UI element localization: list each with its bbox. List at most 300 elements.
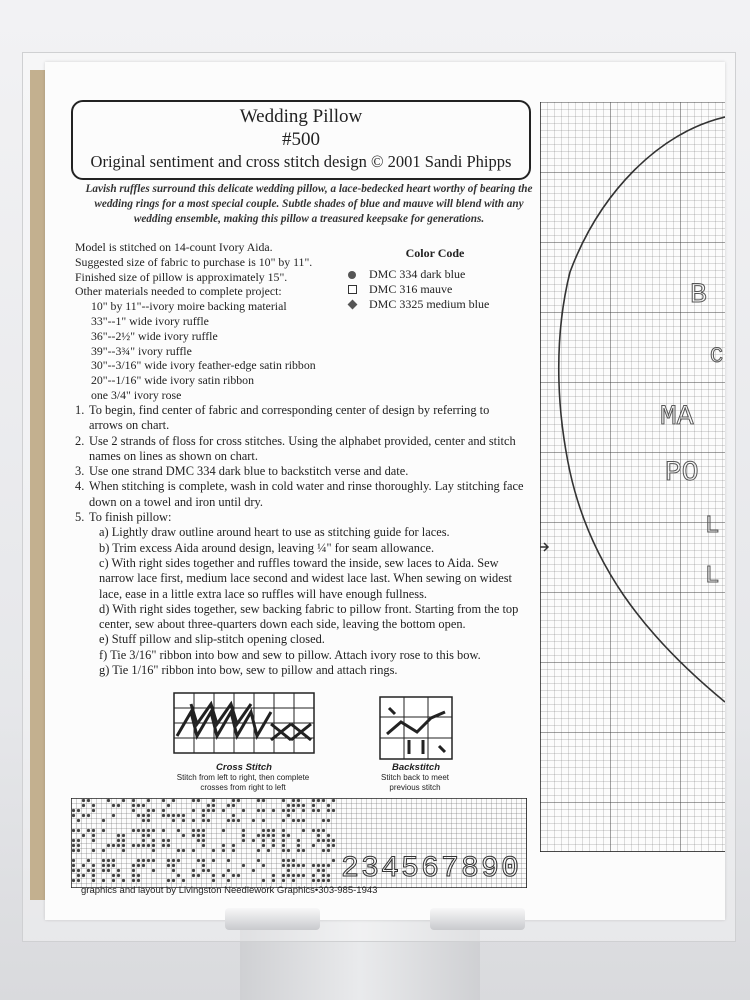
alphabet-stitch <box>262 864 265 867</box>
color-code-heading: Color Code <box>405 246 465 260</box>
alphabet-stitch <box>132 864 135 867</box>
alphabet-stitch <box>147 809 150 812</box>
cross-stitch-desc: Stitch from left to right, then complete <box>176 773 310 782</box>
alphabet-stitch <box>167 839 170 842</box>
alphabet-stitch <box>192 799 195 802</box>
alphabet-stitch <box>322 839 325 842</box>
alphabet-stitch <box>132 874 135 877</box>
instruction-step: 2. Use 2 strands of floss for cross stitches. Using the alphabet provided, center and stitch names on lines as shown on chart. <box>75 433 516 463</box>
alphabet-stitch <box>112 874 115 877</box>
alphabet-chart <box>71 798 527 888</box>
alphabet-stitch <box>147 799 150 802</box>
finishing-substep: a) Lightly draw outline around heart to use as stitching guide for laces. <box>99 525 450 540</box>
alphabet-stitch <box>262 819 265 822</box>
alphabet-stitch <box>197 839 200 842</box>
alphabet-stitch <box>227 869 230 872</box>
alphabet-stitch <box>152 809 155 812</box>
circle-icon <box>345 269 359 281</box>
alphabet-stitch <box>92 869 95 872</box>
alphabet-stitch <box>162 809 165 812</box>
backstitch-desc: previous stitch <box>389 783 441 792</box>
instruction-step: 5. To finish pillow: <box>75 510 172 525</box>
alphabet-stitch <box>192 869 195 872</box>
alphabet-stitch <box>272 874 275 877</box>
alphabet-stitch <box>197 799 200 802</box>
alphabet-stitch <box>232 844 235 847</box>
material-item: 33"--1" wide ivory ruffle <box>91 313 209 328</box>
alphabet-stitch <box>232 819 235 822</box>
alphabet-stitch <box>287 874 290 877</box>
alphabet-stitch <box>317 869 320 872</box>
alphabet-stitch <box>92 874 95 877</box>
alphabet-stitch <box>82 874 85 877</box>
alphabet-stitch <box>87 869 90 872</box>
alphabet-stitch <box>297 844 300 847</box>
alphabet-stitch <box>282 839 285 842</box>
alphabet-stitch <box>102 859 105 862</box>
alphabet-stitch <box>142 819 145 822</box>
alphabet-stitch <box>177 829 180 832</box>
alphabet-stitch <box>92 809 95 812</box>
alphabet-stitch <box>242 864 245 867</box>
stand-clip-right <box>430 908 525 930</box>
alphabet-stitch <box>132 869 135 872</box>
alphabet-stitch <box>322 829 325 832</box>
alphabet-digits: 234567890 <box>341 852 521 886</box>
alphabet-stitch <box>112 804 115 807</box>
alphabet-stitch <box>192 809 195 812</box>
alphabet-stitch <box>287 809 290 812</box>
alphabet-stitch <box>162 844 165 847</box>
alphabet-stitch <box>142 839 145 842</box>
alphabet-stitch <box>112 859 115 862</box>
alphabet-stitch <box>167 864 170 867</box>
alphabet-stitch <box>92 829 95 832</box>
alphabet-stitch <box>297 799 300 802</box>
alphabet-stitch <box>282 849 285 852</box>
alphabet-stitch <box>282 829 285 832</box>
alphabet-stitch <box>87 829 90 832</box>
alphabet-stitch <box>267 849 270 852</box>
alphabet-stitch <box>182 879 185 882</box>
alphabet-stitch <box>152 859 155 862</box>
alphabet-stitch <box>312 829 315 832</box>
alphabet-stitch <box>282 844 285 847</box>
material-item: 20"--1/16" wide ivory satin ribbon <box>91 373 254 388</box>
alphabet-stitch <box>137 814 140 817</box>
alphabet-stitch <box>152 829 155 832</box>
alphabet-stitch <box>172 859 175 862</box>
alphabet-stitch <box>237 799 240 802</box>
alphabet-stitch <box>147 859 150 862</box>
alphabet-stitch <box>227 859 230 862</box>
alphabet-stitch <box>302 874 305 877</box>
alphabet-stitch <box>327 879 330 882</box>
alphabet-stitch <box>102 849 105 852</box>
alphabet-stitch <box>287 849 290 852</box>
alphabet-stitch <box>77 839 80 842</box>
alphabet-stitch <box>237 874 240 877</box>
alphabet-stitch <box>122 839 125 842</box>
alphabet-stitch <box>257 834 260 837</box>
alphabet-stitch <box>107 799 110 802</box>
square-icon <box>345 284 359 296</box>
alphabet-stitch <box>92 839 95 842</box>
alphabet-stitch <box>212 809 215 812</box>
alphabet-stitch <box>272 809 275 812</box>
alphabet-stitch <box>322 799 325 802</box>
heart-chart <box>540 102 725 852</box>
alphabet-stitch <box>267 829 270 832</box>
instruction-step: 1. To begin, find center of fabric and corresponding center of design by referring to arrows on chart. <box>75 403 490 433</box>
alphabet-stitch <box>182 834 185 837</box>
alphabet-stitch <box>332 809 335 812</box>
pattern-number: #500 <box>282 129 320 150</box>
alphabet-stitch <box>242 834 245 837</box>
alphabet-stitch <box>72 859 75 862</box>
alphabet-stitch <box>332 799 335 802</box>
alphabet-stitch <box>322 879 325 882</box>
color-label: DMC 316 mauve <box>369 282 453 296</box>
finishing-substep: e) Stuff pillow and slip-stitch opening closed. <box>99 632 325 647</box>
alphabet-stitch <box>207 869 210 872</box>
alphabet-stitch <box>282 834 285 837</box>
alphabet-stitch <box>142 834 145 837</box>
alphabet-stitch <box>117 869 120 872</box>
alphabet-stitch <box>232 814 235 817</box>
alphabet-stitch <box>102 829 105 832</box>
credits-footer: graphics and layout by Livingston Needlework Graphics•303-985-1943 <box>81 885 378 896</box>
cross-stitch-desc: crosses from right to left <box>200 783 286 792</box>
alphabet-stitch <box>232 804 235 807</box>
alphabet-stitch <box>82 864 85 867</box>
pattern-subtitle: Original sentiment and cross stitch design © 2001 Sandi Phipps <box>90 152 512 171</box>
instructions <box>75 403 525 678</box>
alphabet-stitch <box>267 834 270 837</box>
alphabet-stitch <box>292 799 295 802</box>
stand-clip-left <box>225 908 320 930</box>
alphabet-stitch <box>147 814 150 817</box>
color-entry <box>345 282 515 297</box>
material-item: 39"--3¾" ivory ruffle <box>91 343 192 358</box>
alphabet-stitch <box>137 879 140 882</box>
alphabet-stitch <box>287 834 290 837</box>
instruction-step: 4. When stitching is complete, wash in cold water and rinse thoroughly. Lay stitching face down on a towel and iron until dry. <box>75 479 524 509</box>
alphabet-stitch <box>327 839 330 842</box>
title-box <box>71 100 531 180</box>
alphabet-stitch <box>257 849 260 852</box>
alphabet-stitch <box>132 804 135 807</box>
pattern-sheet <box>45 62 725 920</box>
alphabet-stitch <box>262 839 265 842</box>
alphabet-stitch <box>317 799 320 802</box>
alphabet-stitch <box>72 849 75 852</box>
alphabet-stitch <box>207 819 210 822</box>
alphabet-stitch <box>327 809 330 812</box>
alphabet-stitch <box>102 869 105 872</box>
alphabet-stitch <box>117 844 120 847</box>
alphabet-stitch <box>292 864 295 867</box>
alphabet-stitch <box>92 849 95 852</box>
alphabet-stitch <box>172 864 175 867</box>
alphabet-stitch <box>112 879 115 882</box>
alphabet-stitch <box>167 804 170 807</box>
alphabet-stitch <box>317 839 320 842</box>
alphabet-stitch <box>297 839 300 842</box>
finishing-substep: f) Tie 3/16" ribbon into bow and sew to pillow. Attach ivory rose to this bow. <box>99 647 481 662</box>
alphabet-stitch <box>292 809 295 812</box>
alphabet-stitch <box>327 819 330 822</box>
alphabet-stitch <box>197 829 200 832</box>
alphabet-stitch <box>87 814 90 817</box>
alphabet-stitch <box>162 829 165 832</box>
alphabet-stitch <box>252 819 255 822</box>
alphabet-stitch <box>202 869 205 872</box>
color-entry <box>345 267 515 282</box>
alphabet-stitch <box>87 799 90 802</box>
alphabet-stitch <box>132 829 135 832</box>
alphabet-stitch <box>257 809 260 812</box>
color-label: DMC 3325 medium blue <box>369 297 490 311</box>
alphabet-stitch <box>207 804 210 807</box>
alphabet-stitch <box>232 874 235 877</box>
chart-letters: L <box>705 513 720 540</box>
alphabet-stitch <box>122 844 125 847</box>
alphabet-stitch <box>152 849 155 852</box>
alphabet-stitch <box>142 804 145 807</box>
alphabet-stitch <box>182 814 185 817</box>
alphabet-stitch <box>72 879 75 882</box>
alphabet-stitch <box>72 809 75 812</box>
alphabet-stitch <box>332 859 335 862</box>
alphabet-stitch <box>262 879 265 882</box>
alphabet-stitch <box>152 869 155 872</box>
alphabet-stitch <box>312 804 315 807</box>
alphabet-stitch <box>142 864 145 867</box>
chart-letters: C <box>710 344 724 369</box>
alphabet-stitch <box>202 839 205 842</box>
alphabet-stitch <box>262 829 265 832</box>
alphabet-stitch <box>122 834 125 837</box>
alphabet-stitch <box>227 804 230 807</box>
materials-line: Other materials needed to complete project: <box>75 284 282 299</box>
alphabet-stitch <box>212 799 215 802</box>
alphabet-stitch <box>297 849 300 852</box>
alphabet-stitch <box>242 809 245 812</box>
material-item: 36"--2½" wide ivory ruffle <box>91 328 218 343</box>
alphabet-stitch <box>272 844 275 847</box>
alphabet-stitch <box>167 814 170 817</box>
alphabet-stitch <box>322 819 325 822</box>
alphabet-stitch <box>77 849 80 852</box>
alphabet-stitch <box>167 879 170 882</box>
alphabet-stitch <box>202 859 205 862</box>
alphabet-stitch <box>222 844 225 847</box>
chart-letters: B <box>690 280 707 311</box>
alphabet-stitch <box>292 874 295 877</box>
alphabet-stitch <box>177 874 180 877</box>
alphabet-stitch <box>192 849 195 852</box>
alphabet-stitch <box>322 849 325 852</box>
alphabet-stitch <box>287 864 290 867</box>
alphabet-stitch <box>317 809 320 812</box>
chart-letters: L <box>705 563 720 590</box>
alphabet-stitch <box>317 829 320 832</box>
alphabet-stitch <box>302 864 305 867</box>
alphabet-stitch <box>132 809 135 812</box>
alphabet-stitch <box>172 869 175 872</box>
alphabet-stitch <box>312 809 315 812</box>
alphabet-stitch <box>282 874 285 877</box>
alphabet-stitch <box>202 844 205 847</box>
alphabet-stitch <box>72 844 75 847</box>
alphabet-stitch <box>197 874 200 877</box>
alphabet-stitch <box>172 819 175 822</box>
alphabet-stitch <box>202 819 205 822</box>
alphabet-stitch <box>282 809 285 812</box>
finishing-substep: b) Trim excess Aida around design, leaving ¼" for seam allowance. <box>99 540 435 555</box>
alphabet-stitch <box>262 834 265 837</box>
alphabet-stitch <box>72 839 75 842</box>
alphabet-stitch <box>77 829 80 832</box>
alphabet-stitch <box>137 804 140 807</box>
alphabet-stitch <box>262 799 265 802</box>
alphabet-stitch <box>262 809 265 812</box>
alphabet-stitch <box>147 844 150 847</box>
alphabet-stitch <box>102 819 105 822</box>
alphabet-stitch <box>332 839 335 842</box>
alphabet-stitch <box>177 859 180 862</box>
intro-text: Lavish ruffles surround this delicate wedding pillow, a lace-bedecked heart worthy of bearing the wedding rings for a most special couple. Subtle shades of blue and mauve will blend with any wedding ensemble, making this pillow a treasured keepsake for generations. <box>85 183 533 225</box>
alphabet-stitch <box>112 844 115 847</box>
alphabet-stitch <box>222 829 225 832</box>
alphabet-stitch <box>332 844 335 847</box>
alphabet-stitch <box>117 804 120 807</box>
finishing-substep: g) Tie 1/16" ribbon into bow, sew to pillow and attach rings. <box>99 663 398 678</box>
alphabet-stitch <box>117 874 120 877</box>
alphabet-stitch <box>202 834 205 837</box>
alphabet-stitch <box>92 804 95 807</box>
alphabet-stitch <box>147 819 150 822</box>
alphabet-stitch <box>222 874 225 877</box>
alphabet-stitch <box>142 829 145 832</box>
alphabet-stitch <box>137 829 140 832</box>
alphabet-stitch <box>312 874 315 877</box>
alphabet-stitch <box>137 859 140 862</box>
material-item: one 3/4" ivory rose <box>91 387 182 402</box>
backstitch-title: Backstitch <box>391 762 441 773</box>
alphabet-stitch <box>142 844 145 847</box>
alphabet-stitch <box>202 809 205 812</box>
alphabet-stitch <box>282 879 285 882</box>
alphabet-stitch <box>82 804 85 807</box>
color-code <box>345 246 515 312</box>
alphabet-stitch <box>237 819 240 822</box>
alphabet-stitch <box>122 799 125 802</box>
alphabet-stitch <box>207 809 210 812</box>
alphabet-stitch <box>107 844 110 847</box>
alphabet-stitch <box>162 839 165 842</box>
alphabet-stitch <box>297 864 300 867</box>
alphabet-stitch <box>272 834 275 837</box>
alphabet-stitch <box>172 814 175 817</box>
alphabet-stitch <box>312 864 315 867</box>
alphabet-stitch <box>302 809 305 812</box>
alphabet-stitch <box>107 864 110 867</box>
alphabet-stitch <box>302 804 305 807</box>
alphabet-stitch <box>72 869 75 872</box>
alphabet-stitch <box>92 834 95 837</box>
materials-line: Finished size of pillow is approximately 15". <box>75 269 288 284</box>
alphabet-stitch <box>142 814 145 817</box>
alphabet-stitch <box>292 819 295 822</box>
alphabet-stitch <box>117 839 120 842</box>
alphabet-stitch <box>72 864 75 867</box>
materials-list <box>75 240 375 403</box>
alphabet-stitch <box>77 844 80 847</box>
alphabet-stitch <box>182 849 185 852</box>
alphabet-stitch <box>327 804 330 807</box>
alphabet-stitch <box>312 879 315 882</box>
alphabet-stitch <box>227 879 230 882</box>
finishing-substep: d) With right sides together, sew backing fabric to pillow front. Starting from the top center, sew about three-quarters down each side, leaving the bottom open. <box>99 601 519 632</box>
finishing-substep: c) With right sides together and ruffles toward the inside, sew laces to Aida. Sew narrow lace first, medium lace second and widest lace last. When sewing on widest lace, ease in a little extra lace so ruffles will have enough fullness. <box>99 555 513 601</box>
cross-stitch-title: Cross Stitch <box>216 762 272 773</box>
alphabet-stitch <box>182 819 185 822</box>
alphabet-stitch <box>107 859 110 862</box>
alphabet-stitch <box>272 879 275 882</box>
alphabet-stitch <box>257 799 260 802</box>
diamond-icon <box>345 299 359 311</box>
alphabet-stitch <box>327 849 330 852</box>
alphabet-stitch <box>212 874 215 877</box>
alphabet-stitch <box>297 874 300 877</box>
alphabet-stitch <box>192 819 195 822</box>
materials-line: Suggested size of fabric to purchase is 10" by 11". <box>75 254 313 269</box>
alphabet-stitch <box>132 844 135 847</box>
alphabet-stitch <box>317 864 320 867</box>
alphabet-stitch <box>197 834 200 837</box>
alphabet-stitch <box>112 864 115 867</box>
alphabet-stitch <box>327 834 330 837</box>
alphabet-stitch <box>137 864 140 867</box>
alphabet-stitch <box>162 814 165 817</box>
material-item: 30"--3/16" wide ivory feather-edge satin ribbon <box>91 358 316 373</box>
pattern-title: Wedding Pillow <box>239 106 363 127</box>
alphabet-stitch <box>197 859 200 862</box>
alphabet-stitch <box>142 859 145 862</box>
alphabet-stitch <box>82 834 85 837</box>
alphabet-stitch <box>252 839 255 842</box>
alphabet-stitch <box>252 869 255 872</box>
alphabet-stitch <box>87 859 90 862</box>
backstitch-diagram <box>379 696 453 760</box>
alphabet-stitch <box>72 829 75 832</box>
alphabet-stitch <box>322 864 325 867</box>
alphabet-stitch <box>287 804 290 807</box>
alphabet-stitch <box>302 819 305 822</box>
alphabet-stitch <box>222 809 225 812</box>
backstitch-desc: Stitch back to meet <box>380 773 450 782</box>
alphabet-stitch <box>122 849 125 852</box>
alphabet-stitch <box>282 799 285 802</box>
color-label: DMC 334 dark blue <box>369 267 466 281</box>
alphabet-stitch <box>77 809 80 812</box>
alphabet-stitch <box>317 879 320 882</box>
alphabet-stitch <box>272 829 275 832</box>
alphabet-stitch <box>297 819 300 822</box>
alphabet-stitch <box>132 879 135 882</box>
